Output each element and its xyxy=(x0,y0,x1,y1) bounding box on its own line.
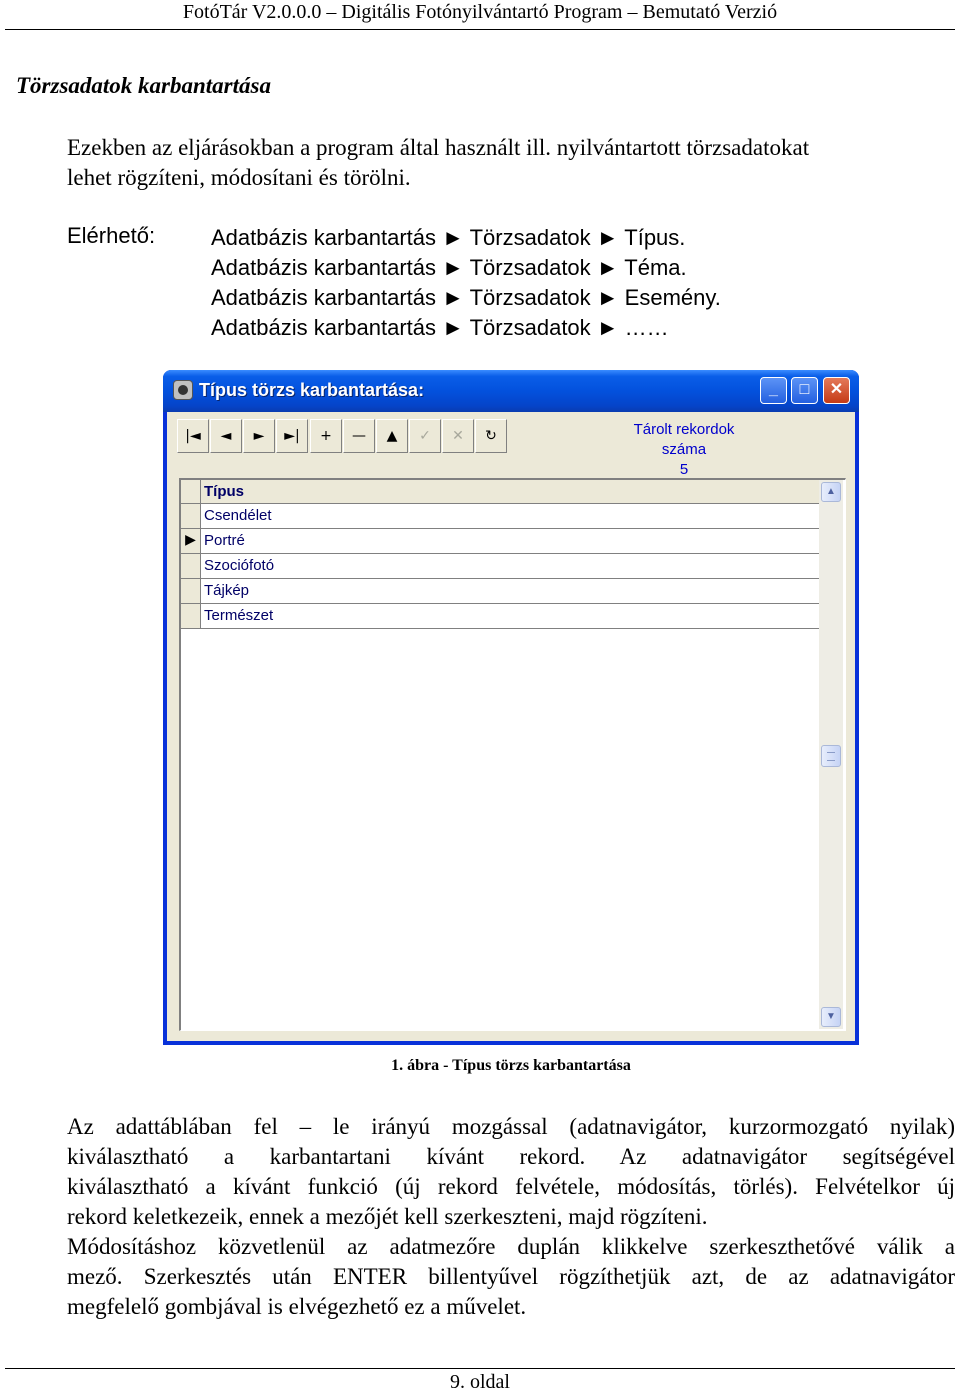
post-record-button[interactable] xyxy=(409,419,441,453)
body-line: mező. Szerkesztés után ENTER billentyűvel rögzíthetjük azt, de az adatnavigátor xyxy=(67,1264,955,1289)
row-indicator[interactable] xyxy=(181,504,201,529)
body-line: Módosításhoz közvetlenül az adatmezőre duplán klikkelve szerkeszthetővé válik a xyxy=(67,1234,955,1259)
grid-cell[interactable]: Portré xyxy=(201,529,819,554)
close-button[interactable] xyxy=(823,377,850,404)
figure-caption: 1. ábra - Típus törzs karbantartása xyxy=(391,1057,631,1074)
column-header-tipus[interactable]: Típus xyxy=(201,480,819,504)
header-rule xyxy=(5,29,955,30)
chevron-down-icon: ▼ xyxy=(826,1011,836,1022)
grid-cell[interactable]: Csendélet xyxy=(201,504,819,529)
row-indicator[interactable] xyxy=(181,604,201,629)
vertical-scrollbar[interactable] xyxy=(819,480,843,1029)
prior-record-icon: ◄ xyxy=(220,428,232,444)
cancel-edit-button[interactable] xyxy=(442,419,474,453)
title-bar[interactable] xyxy=(163,370,859,412)
available-label: Elérhető: xyxy=(67,223,156,248)
edit-record-icon: ▲ xyxy=(386,428,398,444)
next-record-icon: ► xyxy=(253,428,265,444)
intro-line: lehet rögzíteni, módosítani és törölni. xyxy=(67,165,411,190)
menu-path: Adatbázis karbantartás ► Törzsadatok ► Téma. xyxy=(211,255,687,280)
edit-record-button[interactable] xyxy=(376,419,408,453)
intro-line: Ezekben az eljárásokban a program által használt ill. nyilvántartott törzsadatokat xyxy=(67,135,810,160)
body-line: rekord keletkezeik, ennek a mezőjét kell szerkeszteni, majd rögzíteni. xyxy=(67,1204,708,1229)
insert-record-icon: + xyxy=(320,428,332,444)
scroll-down-button[interactable] xyxy=(821,1007,841,1027)
page-header: FotóTár V2.0.0.0 – Digitális Fotónyilvántartó Program – Bemutató Verzió xyxy=(182,1,778,23)
row-indicator[interactable] xyxy=(181,554,201,579)
body-line: kiválasztható a kívánt funkció (új rekord felvétele, módosítás, törlés). Felvételkor új xyxy=(67,1174,955,1199)
grid-cell[interactable]: Természet xyxy=(201,604,819,629)
body-line: megfelelő gombjával is elvégezhető ez a művelet. xyxy=(67,1294,527,1319)
window-title: Típus törzs karbantartása: xyxy=(199,380,425,400)
last-record-button[interactable] xyxy=(276,419,308,453)
next-record-button[interactable] xyxy=(243,419,275,453)
section-title: Törzsadatok karbantartása xyxy=(16,73,271,98)
maximize-button[interactable] xyxy=(791,377,818,404)
delete-record-icon: — xyxy=(352,428,366,444)
scroll-thumb[interactable] xyxy=(821,745,841,767)
first-record-icon: |◄ xyxy=(185,428,201,444)
intro-paragraph xyxy=(67,133,955,193)
minimize-button[interactable] xyxy=(760,377,787,404)
data-grid[interactable] xyxy=(179,478,846,1031)
record-count-label: Tárolt rekordok száma xyxy=(633,421,735,458)
scroll-up-button[interactable] xyxy=(821,482,841,502)
body-line: Az adattáblában fel – le irányú mozgással (adatnavigátor, kurzormozgató nyilak) xyxy=(67,1114,955,1139)
maximize-icon: □ xyxy=(799,381,810,398)
record-count-panel xyxy=(614,420,754,480)
grid-corner xyxy=(181,480,201,504)
footer-rule xyxy=(5,1368,955,1369)
minimize-icon: _ xyxy=(769,381,778,398)
app-icon[interactable] xyxy=(173,380,193,400)
current-row-icon: ▶ xyxy=(185,533,196,548)
menu-path: Adatbázis karbantartás ► Törzsadatok ► Esemény. xyxy=(211,285,721,310)
delete-record-button[interactable] xyxy=(343,419,375,453)
refresh-button[interactable] xyxy=(475,419,507,453)
body-line: kiválasztható a karbantartani kívánt rekord. Az adatnavigátor segítségével xyxy=(67,1144,955,1169)
refresh-icon: ↻ xyxy=(485,428,497,444)
menu-path: Adatbázis karbantartás ► Törzsadatok ► …… xyxy=(211,315,669,340)
menu-path: Adatbázis karbantartás ► Törzsadatok ► Típus. xyxy=(211,225,686,250)
body-paragraph xyxy=(67,1112,955,1322)
page-number: 9. oldal xyxy=(450,1371,510,1393)
grid-cell[interactable]: Szociófotó xyxy=(201,554,819,579)
prior-record-button[interactable] xyxy=(210,419,242,453)
close-icon: ✕ xyxy=(829,381,844,398)
last-record-icon: ►| xyxy=(284,428,300,444)
record-count-value: 5 xyxy=(679,461,689,478)
row-indicator[interactable] xyxy=(181,529,201,554)
first-record-button[interactable] xyxy=(177,419,209,453)
grid-cell[interactable]: Tájkép xyxy=(201,579,819,604)
row-indicator[interactable] xyxy=(181,579,201,604)
menu-paths xyxy=(211,223,721,343)
cancel-edit-icon: ✕ xyxy=(452,428,464,444)
type-maintenance-window xyxy=(163,370,859,1045)
insert-record-button[interactable] xyxy=(310,419,342,453)
chevron-up-icon: ▲ xyxy=(826,486,836,497)
post-record-icon: ✓ xyxy=(419,428,431,444)
window-client xyxy=(167,412,855,1041)
